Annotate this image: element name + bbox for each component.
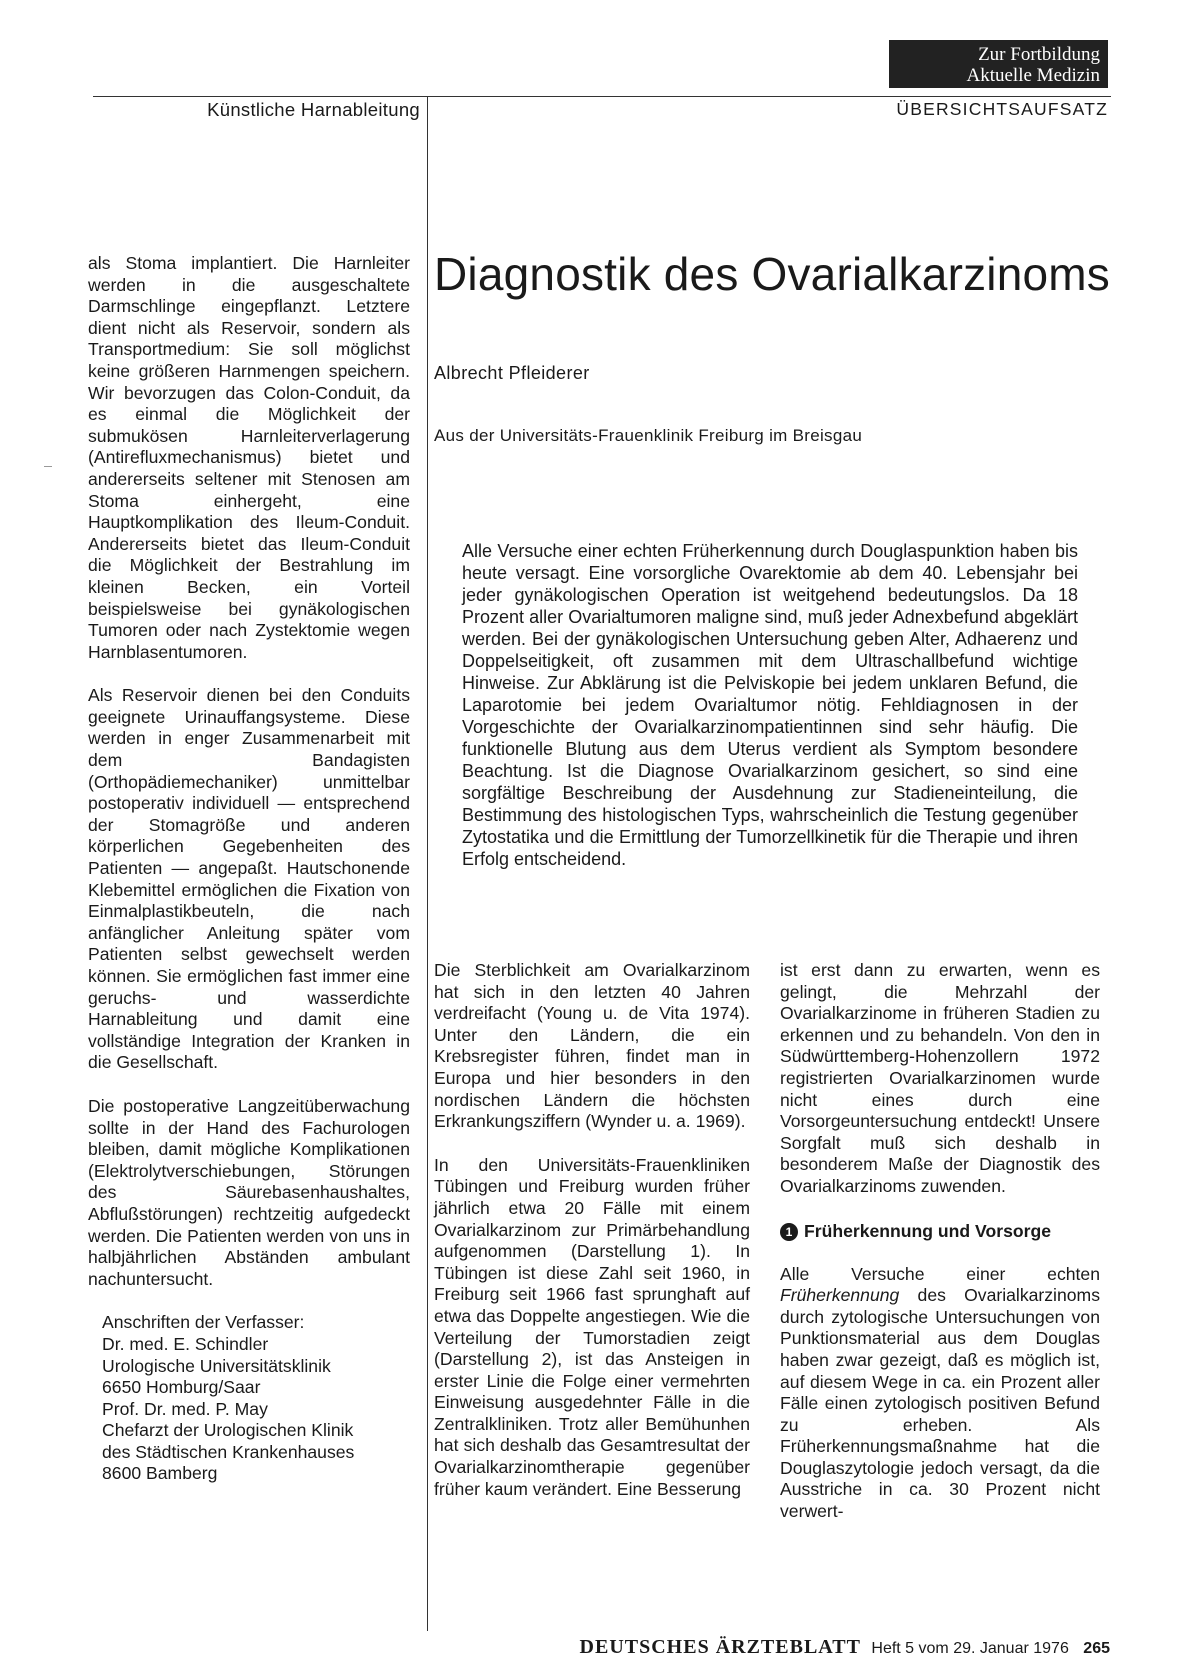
left-paragraph-2: Als Reservoir dienen bei den Conduits geeignete Urinauffangsysteme. Diese werden in enger Zusammenarbeit mit dem Bandagisten (Orthopädiemechaniker) unmittelbar postoperativ individuell — entsprechend der Stomagröße und anderen körperlichen Gegebenheiten des Patienten — angepaßt. Hautschonende Klebemittel ermöglichen die Fixation von Einmalplastikbeuteln, die nach anfänglicher Anleitung später vom Patienten selbst gewechselt werden können. Sie ermöglichen fast immer eine geruchs- und wasserdichte Harnableitung und damit eine vollständige Integration der Kranken in die Gesellschaft.	[88, 685, 410, 1073]
paragraph-text: Alle Versuche einer echten	[780, 1263, 1100, 1284]
address-line: Urologische Universitätsklinik	[102, 1355, 331, 1376]
column-divider	[427, 96, 428, 1631]
issue-info: Heft 5 vom 29. Januar 1976	[871, 1640, 1069, 1657]
address-line: Prof. Dr. med. P. May	[102, 1398, 268, 1419]
page-footer	[470, 1636, 1110, 1659]
header-rule	[93, 96, 1111, 97]
section-heading	[780, 1220, 1100, 1242]
section-title: Früherkennung und Vorsorge	[804, 1220, 1051, 1241]
paragraph-text: des Ovarialkarzinoms durch zytologische Untersuchungen von Punktionsmaterial aus dem Douglas haben zwar gezeigt, daß es möglich ist, auf diesem Wege in ca. ein Prozent aller Fälle einen zytologisch positiven Befund zu erheben. Als Früherkennungsmaßnahme hat die Douglaszytologie jedoch versagt, da die Ausstriche in ca. 30 Prozent nicht verwert-	[780, 1285, 1100, 1522]
right-column	[780, 960, 1100, 1545]
address-line: Anschriften der Verfasser:	[102, 1312, 305, 1333]
address-line: des Städtischen Krankenhauses	[102, 1441, 355, 1462]
margin-mark	[44, 466, 52, 467]
article-affiliation: Aus der Universitäts-Frauenklinik Freiburg im Breisgau	[434, 426, 863, 445]
section-number-bullet: 1	[780, 1223, 798, 1241]
emphasized-term: Früherkennung	[780, 1285, 900, 1306]
article-title: Diagnostik des Ovarialkarzinoms	[434, 248, 1111, 300]
page-number: 265	[1083, 1640, 1110, 1657]
running-head-left: Künstliche Harnableitung	[207, 99, 420, 120]
middle-column	[434, 960, 750, 1522]
left-column	[88, 253, 410, 1485]
left-paragraph-1: als Stoma implantiert. Die Harnleiter werden in die ausgeschaltete Darmschlinge eingepflanzt. Letztere dient nicht als Reservoir, sondern als Transportmedium: Sie soll möglichst keine größeren Harnmengen speichern. Wir bevorzugen das Colon-Conduit, da es einmal die Möglichkeit der submukösen Harnleiterverlagerung (Antirefluxmechanismus) bietet und andererseits seltener mit Stenosen am Stoma einhergeht, eine Hauptkomplikation des Ileum-Conduit. Andererseits bietet das Ileum-Conduit die Möglichkeit der Bestrahlung im kleinen Becken, ein Vorteil beispielsweise bei gynäkologischen Tumoren oder nach Zystektomie wegen Harnblasentumoren.	[88, 253, 410, 662]
running-head-right: ÜBERSICHTSAUFSATZ	[896, 99, 1108, 119]
badge-line-1: Zur Fortbildung	[978, 44, 1100, 65]
article-abstract	[462, 540, 1078, 870]
right-paragraph-2	[780, 1264, 1100, 1523]
address-line: 6650 Homburg/Saar	[102, 1377, 261, 1398]
section-badge	[889, 40, 1108, 88]
middle-paragraph-2: In den Universitäts-Frauenkliniken Tübingen und Freiburg wurden früher jährlich etwa 20 Fälle mit einem Ovarialkarzinom zur Primärbehandlung aufgenommen (Darstellung 1). In Tübingen ist diese Zahl seit 1960, in Freiburg seit 1966 fast sprunghaft auf etwa das Doppelte angestiegen. Wie die Verteilung der Tumorstadien zeigt (Darstellung 2), ist das Ansteigen in erster Linie die Folge einer vermehrten Einweisung ausgedehnter Fälle in die Zentralkliniken. Trotz aller Bemühunhen hat sich deshalb das Gesamtresultat der Ovarialkarzinomtherapie gegenüber früher kaum verändert. Eine Besserung	[434, 1154, 750, 1499]
article-author: Albrecht Pfleiderer	[434, 363, 590, 383]
abstract-text: Alle Versuche einer echten Früherkennung durch Douglaspunktion haben bis heute versagt. Eine vorsorgliche Ovarektomie ab dem 40. Lebensjahr bei jeder gynäkologischen Operation ist weitgehend bedeutungslos. Da 18 Prozent aller Ovarialtumoren maligne sind, muß jeder Adnexbefund abgeklärt werden. Bei der gynäkologischen Untersuchung geben Alter, Adhaerenz und Doppelseitigkeit, oft zusammen mit dem Ultraschallbefund wichtige Hinweise. Zur Abklärung ist die Pelviskopie bei jedem unklaren Befund, die Laparotomie bei jedem Ovarialtumor nötig. Fehldiagnosen in der Vorgeschichte der Ovarialkarzinompatientinnen sind sehr häufig. Die funktionelle Blutung aus dem Uterus verdient als Symptom besondere Beachtung. Ist die Diagnose Ovarialkarzinom gesichert, so sind eine sorgfältige Beschreibung der Ausdehnung zur Stadieneinteilung, die Bestimmung des histologischen Typs, wahrscheinlich die Testung gegenüber Zytostatika und die Ermittlung der Tumorzellkinetik für die Therapie und ihren Erfolg entscheidend.	[462, 541, 1078, 869]
middle-paragraph-1: Die Sterblichkeit am Ovarialkarzinom hat sich in den letzten 40 Jahren verdreifacht (Young u. de Vita 1974). Unter den Ländern, die ein Krebsregister führen, findet man in Europa und hier besonders in den nordischen Ländern die höchsten Erkrankungsziffern (Wynder u. a. 1969).	[434, 960, 750, 1132]
right-paragraph-1: ist erst dann zu erwarten, wenn es gelingt, die Mehrzahl der Ovarialkarzinome in früheren Stadien zu erkennen und zu behandeln. Von den in Südwürttemberg-Hohenzollern 1972 registrierten Ovarialkarzinomen wurde nicht eines durch eine Vorsorgeuntersuchung entdeckt! Unsere Sorgfalt muß sich deshalb in besonderem Maße der Diagnostik des Ovarialkarzinoms zuwenden.	[780, 960, 1100, 1196]
address-line: Dr. med. E. Schindler	[102, 1333, 269, 1354]
badge-line-2: Aktuelle Medizin	[966, 65, 1100, 86]
journal-name: DEUTSCHES ÄRZTEBLATT	[579, 1636, 861, 1658]
address-line: 8600 Bamberg	[102, 1463, 218, 1484]
author-addresses	[102, 1312, 410, 1485]
address-line: Chefarzt der Urologischen Klinik	[102, 1420, 354, 1441]
left-paragraph-3: Die postoperative Langzeitüberwachung sollte in der Hand des Fachurologen bleiben, damit mögliche Komplikationen (Elektrolytverschiebungen, Störungen des Säurebasenhaushaltes, Abflußstörungen) rechtzeitig aufgedeckt werden. Die Patienten werden von uns in halbjährlichen Abständen ambulant nachuntersucht.	[88, 1095, 410, 1289]
